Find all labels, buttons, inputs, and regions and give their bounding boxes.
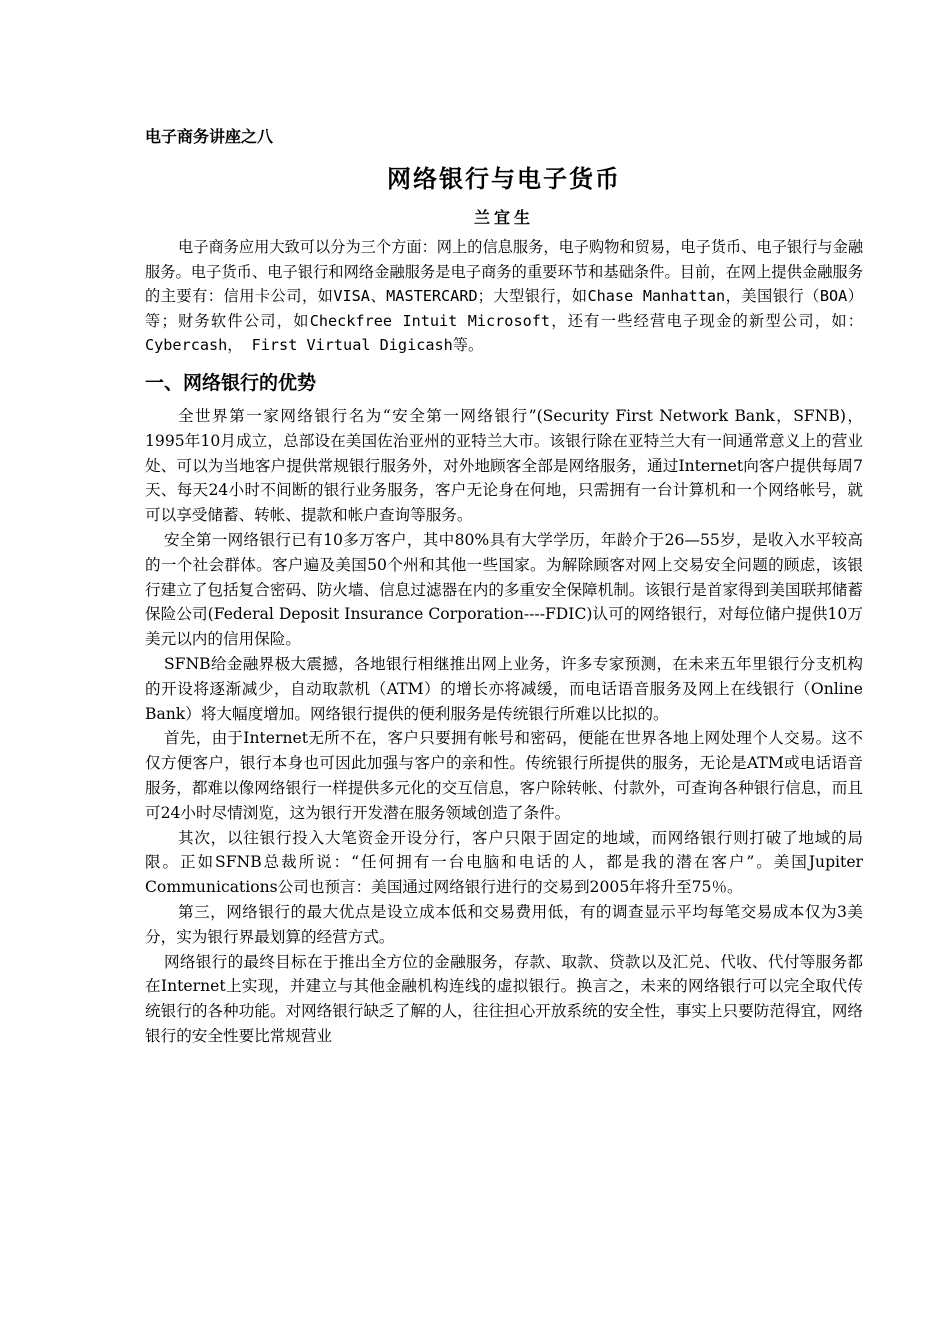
article-title: 网络银行与电子货币 (387, 165, 621, 193)
intro-paragraph: 电子商务应用大致可以分为三个方面：网上的信息服务，电子购物和贸易，电子货币、电子银行与金融服务。电子货币、电子银行和网络金融服务是电子商务的重要环节和基础条件。目前，在网上提供金融服务的主要有：信用卡公司，如VISA、MASTERCARD；大型银行，如Chase Manhattan，美国银行（BOA）等；财务软件公司，如Checkfree Intuit Microsoft，还有一些经营电子现金的新型公司，如：Cybercash， First Virtual Digicash等。 (145, 238, 863, 355)
series-label: 电子商务讲座之八 (145, 127, 274, 146)
body-paragraph: 首先，由于Internet无所不在，客户只要拥有帐号和密码，便能在世界各地上网处理个人交易。这不仅方便客户，银行本身也可因此加强与客户的亲和性。传统银行所提供的服务，无论是ATM或电话语音服务，都难以像网络银行一样提供多元化的交互信息，客户除转帐、付款外，可查询各种银行信息，而且可24小时尽情浏览，这为银行开发潜在服务领域创造了条件。 (145, 729, 863, 822)
author-name: 兰宜生 (473, 208, 534, 227)
body-paragraph: 第三，网络银行的最大优点是设立成本低和交易费用低，有的调查显示平均每笔交易成本仅为3美分，实为银行界最划算的经营方式。 (145, 902, 863, 946)
document-page (145, 125, 863, 1049)
body-paragraph: 全世界第一家网络银行名为“安全第一网络银行”(Security First Network Bank，SFNB)，1995年10月成立，总部设在美国佐治亚州的亚特兰大市。该银行除在亚特兰大有一间通常意义上的营业处、可以为当地客户提供常规银行服务外，对外地顾客全部是网络服务，通过Internet向客户提供每周7天、每天24小时不间断的银行业务服务，客户无论身在何地，只需拥有一台计算机和一个网络帐号，就可以享受储蓄、转帐、提款和帐户查询等服务。 (145, 406, 863, 525)
body-paragraph: 网络银行的最终目标在于推出全方位的金融服务，存款、取款、贷款以及汇兑、代收、代付等服务都在Internet上实现，并建立与其他金融机构连线的虚拟银行。换言之，未来的网络银行可以完全取代传统银行的各种功能。对网络银行缺乏了解的人，往往担心开放系统的安全性，事实上只要防范得宜，网络银行的安全性要比常规营业 (145, 952, 863, 1045)
section-heading: 一、网络银行的优势 (145, 371, 317, 394)
body-paragraph: SFNB给金融界极大震撼，各地银行相继推出网上业务，许多专家预测，在未来五年里银行分支机构的开设将逐渐减少，自动取款机（ATM）的增长亦将减缓，而电话语音服务及网上在线银行（Online Bank）将大幅度增加。网络银行提供的便利服务是传统银行所难以比拟的。 (145, 654, 863, 723)
body-paragraph: 安全第一网络银行已有10多万客户，其中80%具有大学学历，年龄介于26—55岁，是收入水平较高的一个社会群体。客户遍及美国50个州和其他一些国家。为解除顾客对网上交易安全问题的顾虑，该银行建立了包括复合密码、防火墙、信息过滤器在内的多重安全保障机制。该银行是首家得到美国联邦储蓄保险公司(Federal Deposit Insurance Corporation----FDIC)认可的网络银行，对每位储户提供10万美元以内的信用保险。 (145, 530, 863, 649)
body-paragraph: 其次，以往银行投入大笔资金开设分行，客户只限于固定的地域，而网络银行则打破了地域的局限。正如SFNB总裁所说：“任何拥有一台电脑和电话的人，都是我的潜在客户”。美国Jupiter Communications公司也预言：美国通过网络银行进行的交易到2005年将升至75％。 (145, 828, 863, 897)
